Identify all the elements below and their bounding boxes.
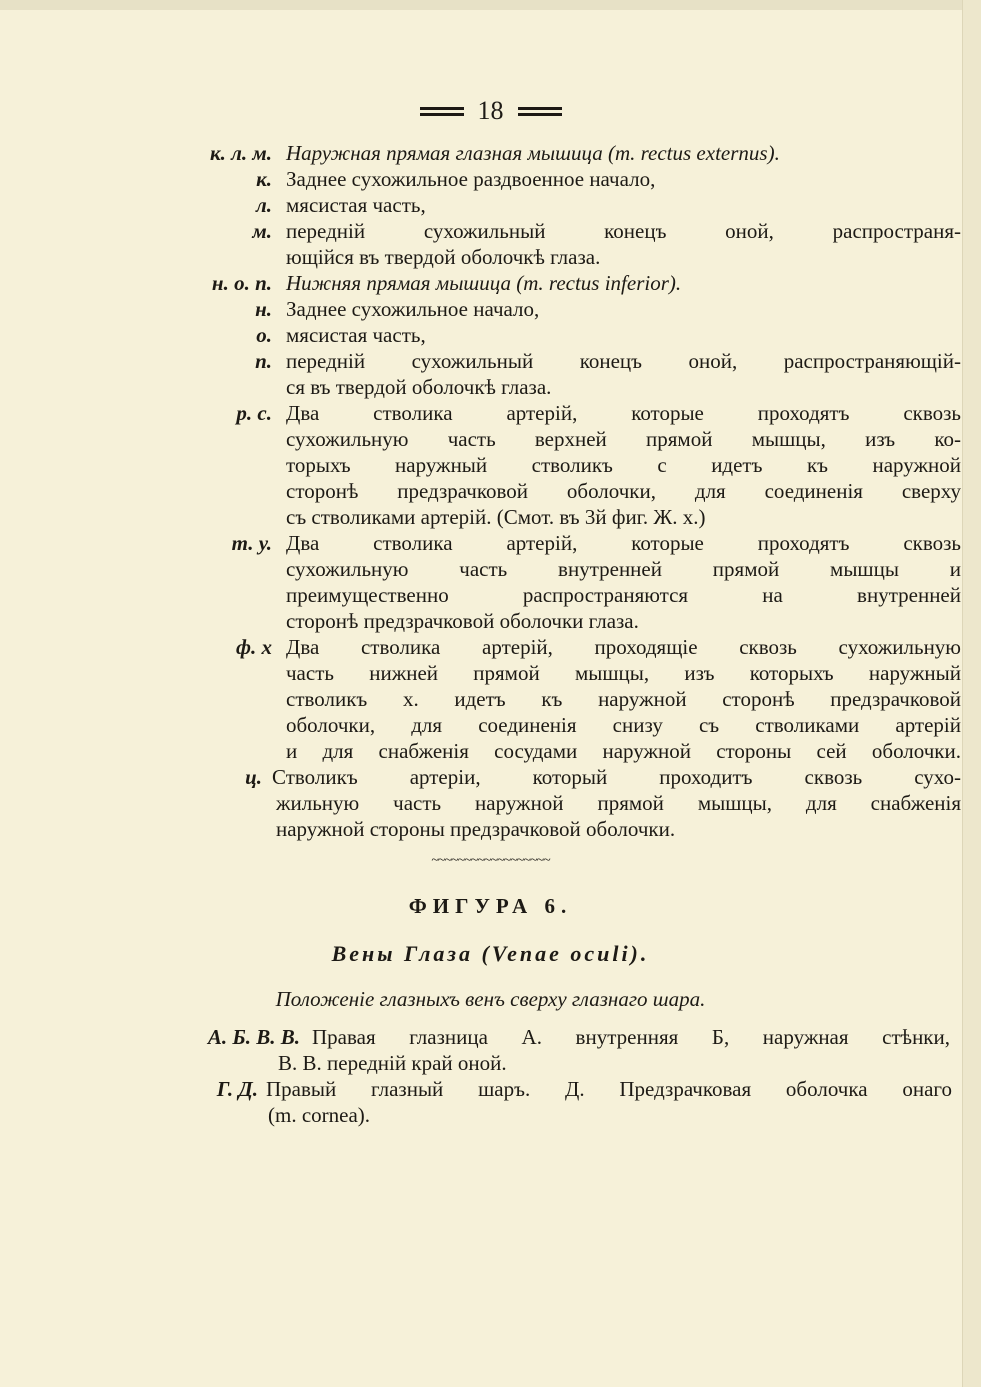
section-title: Вены Глаза (Venae oculi). <box>331 941 650 966</box>
entry-text: жильную часть наружной прямой мышцы, для снабженія <box>276 791 961 815</box>
entry-text: преимущественно распространяются на внутренней <box>286 583 961 607</box>
entry-label: м. <box>252 219 272 243</box>
page-top-edge <box>0 0 981 10</box>
entry-text: съ стволиками артерій. (Смот. въ 3й фиг. Ж. х.) <box>286 505 706 529</box>
entry-label: к. л. м. <box>209 141 272 165</box>
page-header <box>0 96 981 125</box>
entry-label: ф. х <box>235 635 272 659</box>
entry-text: стволикъ х. идетъ къ наружной сторонѣ предзрачковой <box>286 687 961 711</box>
entry-text: Стволикъ артеріи, который проходитъ сквозь сухо- <box>272 765 961 789</box>
entry-text: Правая глазница А. внутренняя Б, наружная стѣнки, <box>312 1025 950 1049</box>
entry-text: Заднее сухожильное начало, <box>286 297 540 321</box>
entry-label: н. о. п. <box>211 271 272 295</box>
entry-text: торыхъ наружный стволикъ с идетъ къ наружной <box>286 453 961 477</box>
entry-text: часть нижней прямой мышцы, изъ которыхъ наружный <box>286 661 961 685</box>
entry-text: передній сухожильный конецъ оной, распространяющій- <box>286 349 961 373</box>
entry-text: наружной стороны предзрачковой оболочки. <box>276 817 676 841</box>
entry-text: Два стволика артерій, которые проходятъ сквозь <box>286 531 961 555</box>
entry-title: Наружная прямая глазная мышица (m. rectus externus). <box>286 141 780 165</box>
page-right-edge <box>962 0 981 1387</box>
entry-label: ц. <box>245 765 262 789</box>
entry-text: и для снабженія сосудами наружной стороны сей оболочки. <box>286 739 961 763</box>
section-subtitle: Положеніе глазныхъ венъ сверху глазнаго шара. <box>275 987 706 1011</box>
figure-title: ФИГУРА 6. <box>408 894 573 918</box>
entry-label: л. <box>255 193 272 217</box>
header-rule-right <box>518 107 562 116</box>
entry-text: сухожильную часть верхней прямой мышцы, изъ ко- <box>286 427 961 451</box>
entry-text: сторонѣ предзрачковой оболочки, для соединенія сверху <box>286 479 961 503</box>
page-number: 18 <box>477 96 504 125</box>
entry-label: о. <box>256 323 272 347</box>
entry-label: Г. Д. <box>216 1077 258 1101</box>
entry-text: сторонѣ предзрачковой оболочки глаза. <box>286 609 639 633</box>
entry-title: Нижняя прямая мышица (m. rectus inferior). <box>286 271 682 295</box>
entry-text: передній сухожильный конецъ оной, распространя- <box>286 219 961 243</box>
entry-text: сухожильную часть внутренней прямой мышцы и <box>286 557 961 581</box>
entry-text: ся въ твердой оболочкѣ глаза. <box>286 375 552 399</box>
section-ornament: ~~~~~~~~~~~~~~~~~~ <box>431 853 550 868</box>
entry-label: р. с. <box>236 401 272 425</box>
entry-text: Правый глазный шаръ. Д. Предзрачковая оболочка онаго <box>266 1077 952 1101</box>
entry-text: мясистая часть, <box>286 323 426 347</box>
entry-text: оболочки, для соединенія снизу съ стволиками артерій <box>286 713 961 737</box>
entry-label: п. <box>255 349 272 373</box>
entry-text: (m. cornea). <box>268 1103 371 1127</box>
entry-label: н. <box>255 297 272 321</box>
entry-label: к. <box>256 167 272 191</box>
entry-text: ющійся въ твердой оболочкѣ глаза. <box>286 245 601 269</box>
entry-text: Два стволика артерій, проходящіе сквозь сухожильную <box>286 635 961 659</box>
entry-text: Заднее сухожильное раздвоенное начало, <box>286 167 656 191</box>
entry-text: мясистая часть, <box>286 193 426 217</box>
entry-label: А. Б. В. В. <box>207 1025 300 1049</box>
entry-text: Два стволика артерій, которые проходятъ сквозь <box>286 401 961 425</box>
entry-label: т. у. <box>231 531 272 555</box>
entry-text: В. В. передній край оной. <box>278 1051 507 1075</box>
header-rule-left <box>420 107 464 116</box>
